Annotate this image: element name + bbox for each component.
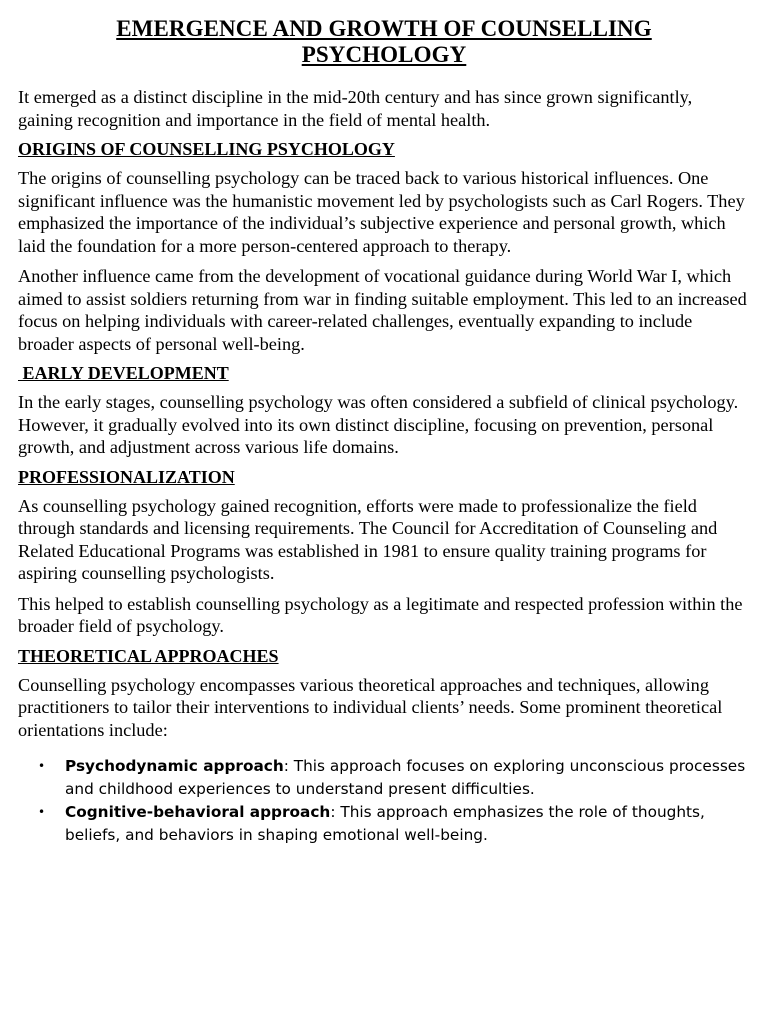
approach-description: : This approach emphasizes the role of thoughts, beliefs, and behaviors in shaping emotional well-being. (65, 803, 705, 844)
professionalization-paragraph-2: This helped to establish counselling psychology as a legitimate and respected profession within the broader field of psychology. (18, 593, 743, 636)
approach-description: : This approach focuses on exploring unconscious processes and childhood experiences to understand present difficulties. (65, 757, 746, 798)
approaches-list (18, 755, 750, 847)
early-development-paragraph: In the early stages, counselling psychology was often considered a subfield of clinical psychology. However, it gradually evolved into its own distinct discipline, focusing on prevention, personal growth, and adjustment across various life domains. (18, 392, 739, 457)
theoretical-approaches-paragraph: Counselling psychology encompasses various theoretical approaches and techniques, allowing practitioners to tailor their interventions to individual clients’ needs. Some prominent theoretical orientations include: (18, 674, 723, 740)
approach-term: Cognitive-behavioral approach (65, 803, 331, 821)
origins-paragraph-1: The origins of counselling psychology can be traced back to various historical influences. One significant influence was the humanistic movement led by psychologists such as Carl Rogers. They emphasized the importance of the individual’s subjective experience and personal growth, which laid the foundation for a more person-centered approach to therapy. (18, 168, 745, 256)
page-title (18, 16, 750, 68)
intro-paragraph: It emerged as a distinct discipline in the mid-20th century and has since grown significantly, gaining recognition and importance in the field of mental health. (18, 87, 693, 130)
origins-paragraph-2: Another influence came from the development of vocational guidance during World War I, which aimed to assist soldiers returning from war in finding suitable employment. This led to an increased focus on helping individuals with career-related challenges, eventually expanding to include broader aspects of personal well-being. (18, 266, 747, 354)
theoretical-approaches-heading: THEORETICAL APPROACHES (18, 645, 279, 666)
bullet-icon: • (38, 759, 46, 773)
professionalization-paragraph-1: As counselling psychology gained recognition, efforts were made to professionalize the field through standards and licensing requirements. The Council for Accreditation of Counseling and Related Educational Programs was established in 1981 to ensure quality training programs for aspiring counselling psychologists. (18, 495, 718, 583)
list-item (18, 755, 750, 801)
professionalization-heading: PROFESSIONALIZATION (18, 466, 235, 487)
page-title-line-1: EMERGENCE AND GROWTH OF COUNSELLING (116, 16, 652, 41)
bullet-icon: • (38, 805, 46, 819)
early-development-heading (18, 362, 750, 384)
early-development-heading-text: EARLY DEVELOPMENT (22, 363, 229, 383)
origins-heading: ORIGINS OF COUNSELLING PSYCHOLOGY (18, 139, 395, 159)
list-item (18, 801, 750, 847)
approach-term: Psychodynamic approach (65, 757, 284, 775)
page-title-line-2: PSYCHOLOGY (301, 42, 467, 67)
